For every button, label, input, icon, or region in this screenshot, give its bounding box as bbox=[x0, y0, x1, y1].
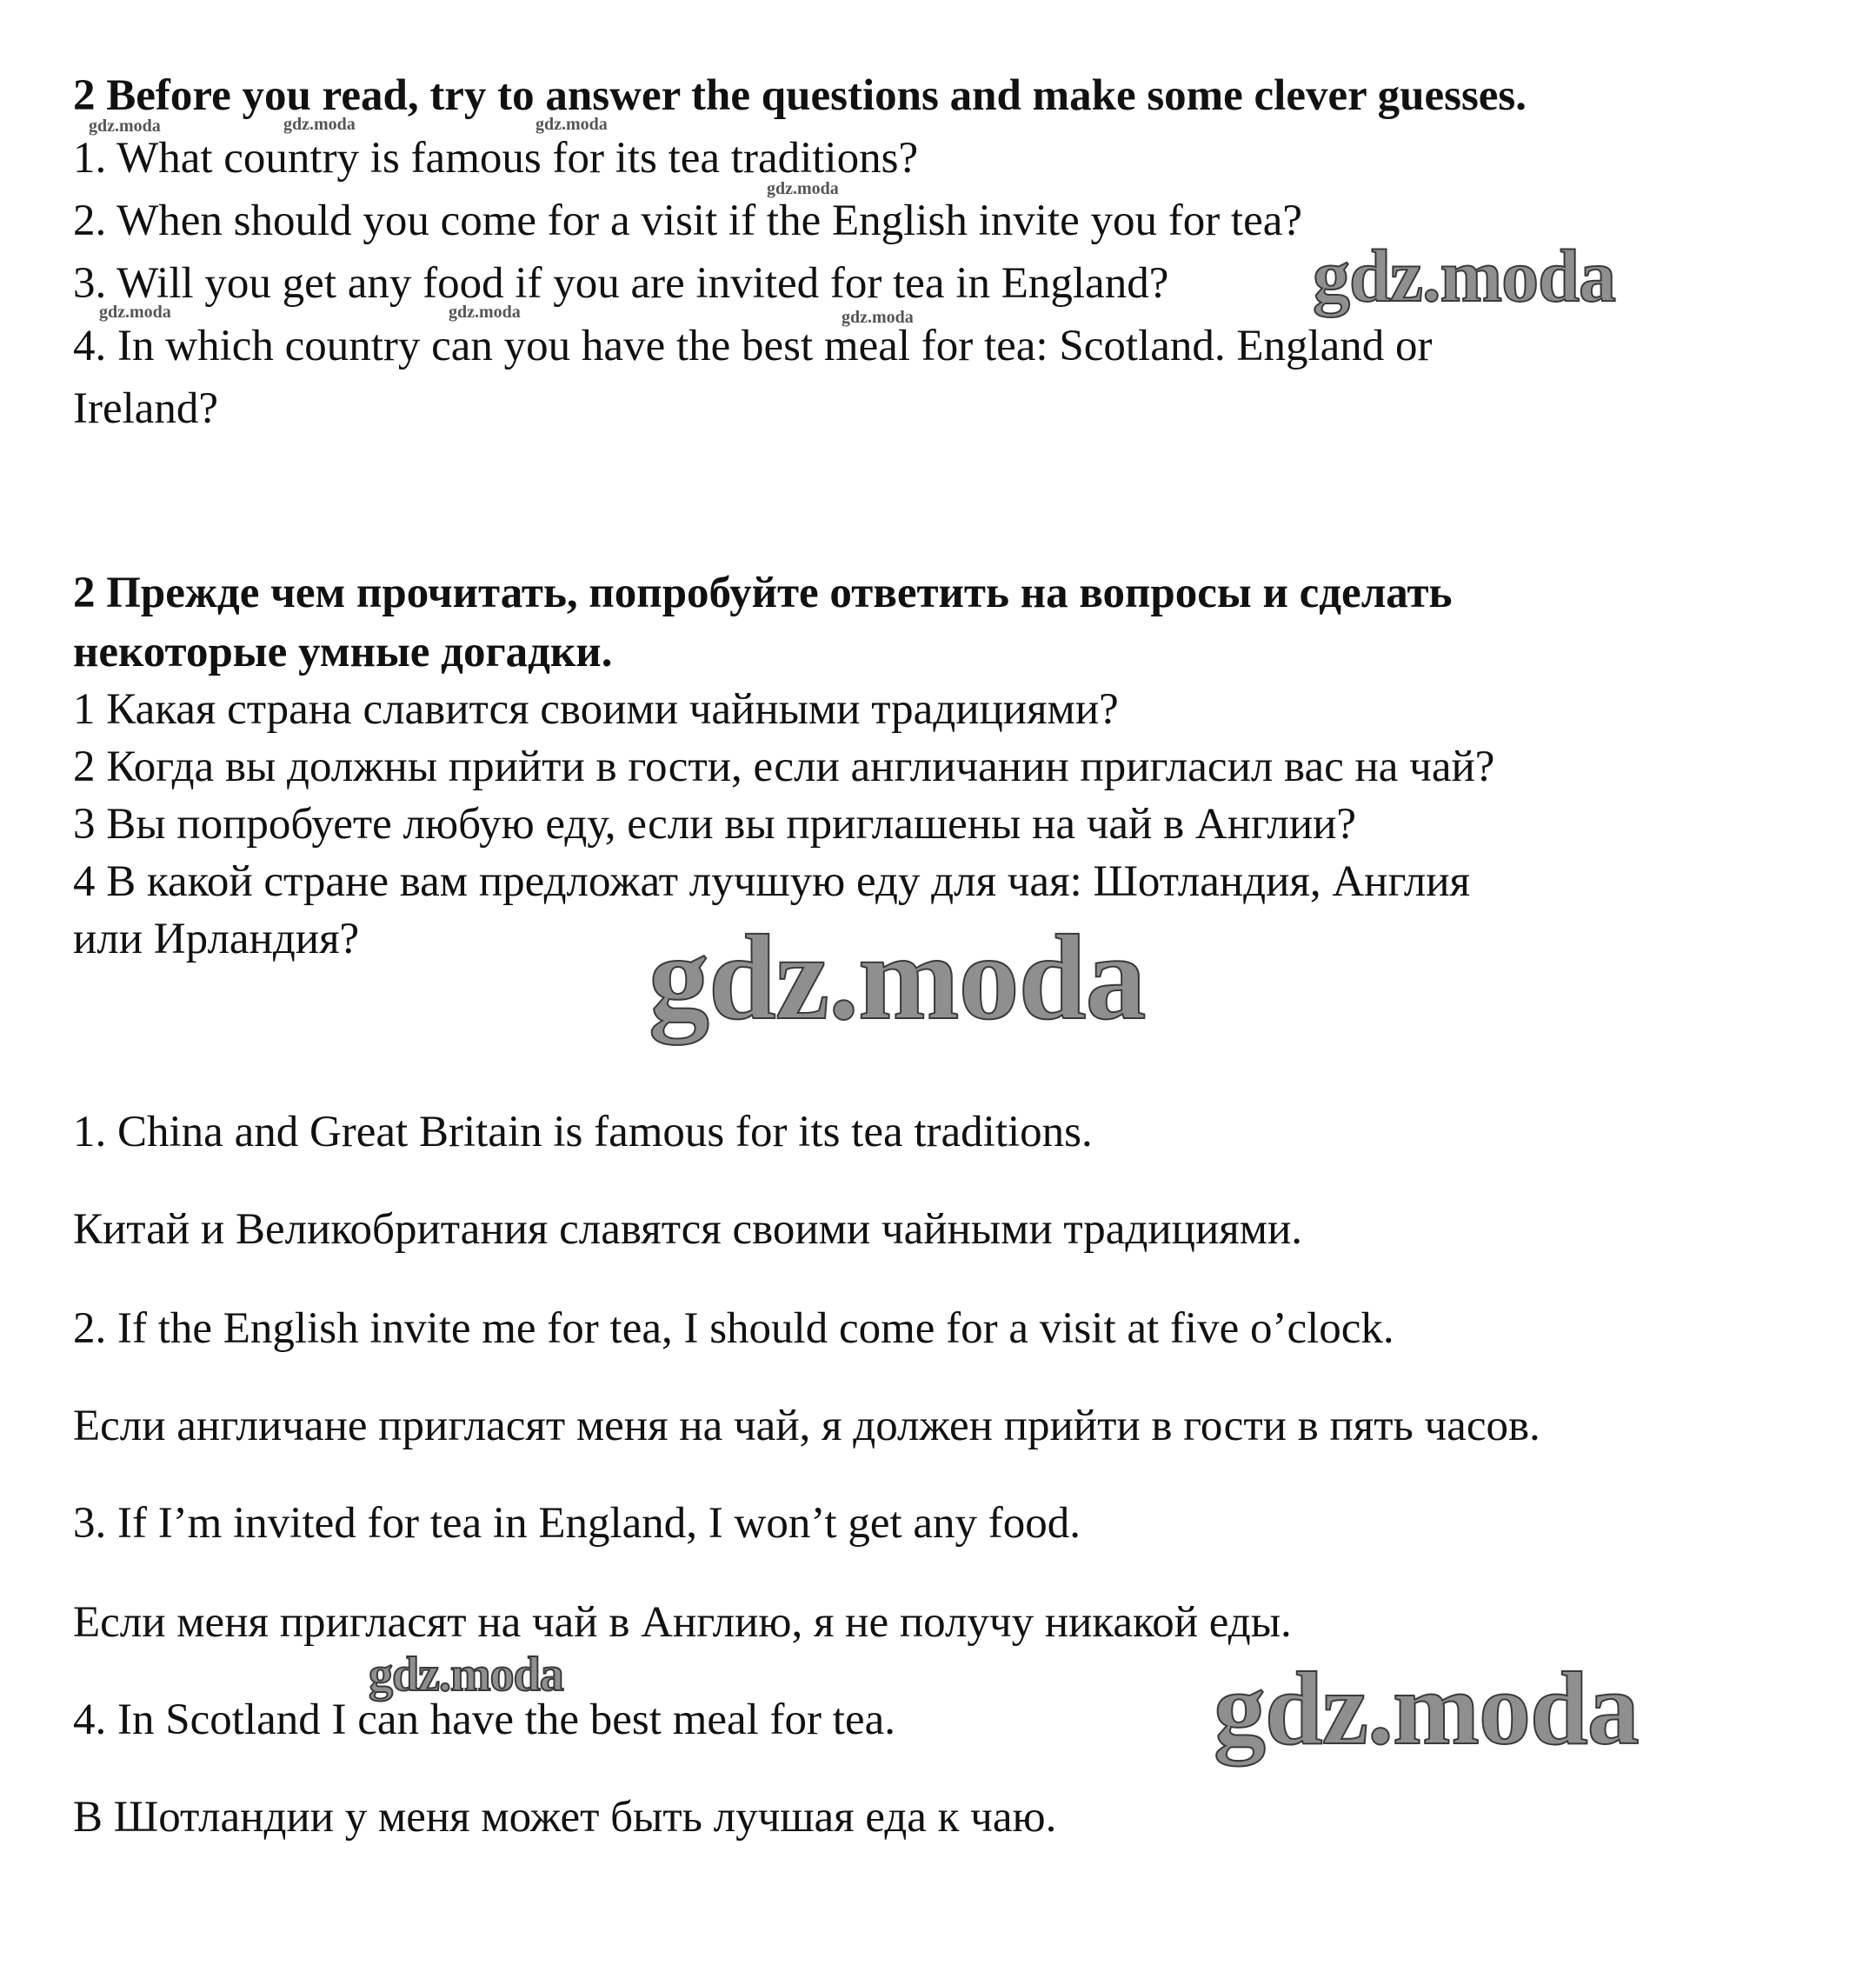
russian-question-1: 1 Какая страна славится своими чайными традициями? bbox=[73, 685, 1119, 734]
watermark-large: gdz.moda bbox=[1313, 234, 1615, 317]
english-question-4-cont: Ireland? bbox=[73, 384, 219, 433]
english-question-3: 3. Will you get any food if you are invited for tea in England? bbox=[73, 259, 1169, 308]
answer-4-ru: В Шотландии у меня может быть лучшая еда к чаю. bbox=[73, 1793, 1057, 1842]
russian-task-heading-line-1: 2 Прежде чем прочитать, попробуйте ответить на вопросы и сделать bbox=[73, 569, 1453, 617]
russian-question-4-cont: или Ирландия? bbox=[73, 915, 360, 963]
watermark-medium: gdz.moda bbox=[369, 1648, 563, 1702]
answer-3-en: 3. If I’m invited for tea in England, I won’t get any food. bbox=[73, 1499, 1081, 1548]
answer-4-en: 4. In Scotland I can have the best meal for tea. bbox=[73, 1696, 895, 1744]
watermark-large: gdz.moda bbox=[649, 910, 1146, 1045]
english-question-4: 4. In which country can you have the best meal for tea: Scotland. England or bbox=[73, 322, 1433, 370]
answer-2-en: 2. If the English invite me for tea, I should come for a visit at five o’clock. bbox=[73, 1304, 1394, 1353]
russian-question-4: 4 В какой стране вам предложат лучшую еду для чая: Шотландия, Англия bbox=[73, 857, 1470, 906]
watermark-small: gdz.moda bbox=[767, 179, 839, 198]
answer-3-ru: Если меня пригласят на чай в Англию, я не получу никакой еды. bbox=[73, 1598, 1292, 1647]
russian-task-heading-line-2: некоторые умные догадки. bbox=[73, 628, 613, 676]
answer-1-ru: Китай и Великобритания славятся своими чайными традициями. bbox=[73, 1205, 1303, 1254]
english-question-2: 2. When should you come for a visit if the English invite you for tea? bbox=[73, 197, 1303, 245]
watermark-small: gdz.moda bbox=[283, 115, 356, 134]
watermark-small: gdz.moda bbox=[536, 115, 608, 134]
answer-2-ru: Если англичане пригласят меня на чай, я должен прийти в гости в пять часов. bbox=[73, 1402, 1540, 1450]
watermark-large: gdz.moda bbox=[1214, 1650, 1639, 1766]
watermark-small: gdz.moda bbox=[449, 303, 521, 322]
watermark-small: gdz.moda bbox=[99, 303, 171, 322]
answer-1-en: 1. China and Great Britain is famous for its tea traditions. bbox=[73, 1108, 1093, 1156]
watermark-small: gdz.moda bbox=[89, 117, 161, 136]
russian-question-2: 2 Когда вы должны прийти в гости, если англичанин пригласил вас на чай? bbox=[73, 743, 1495, 791]
english-question-1: 1. What country is famous for its tea traditions? bbox=[73, 134, 919, 183]
russian-question-3: 3 Вы попробуете любую еду, если вы приглашены на чай в Англии? bbox=[73, 800, 1357, 849]
watermark-small: gdz.moda bbox=[842, 308, 914, 327]
english-task-heading: 2 Before you read, try to answer the questions and make some clever guesses. bbox=[73, 71, 1527, 120]
